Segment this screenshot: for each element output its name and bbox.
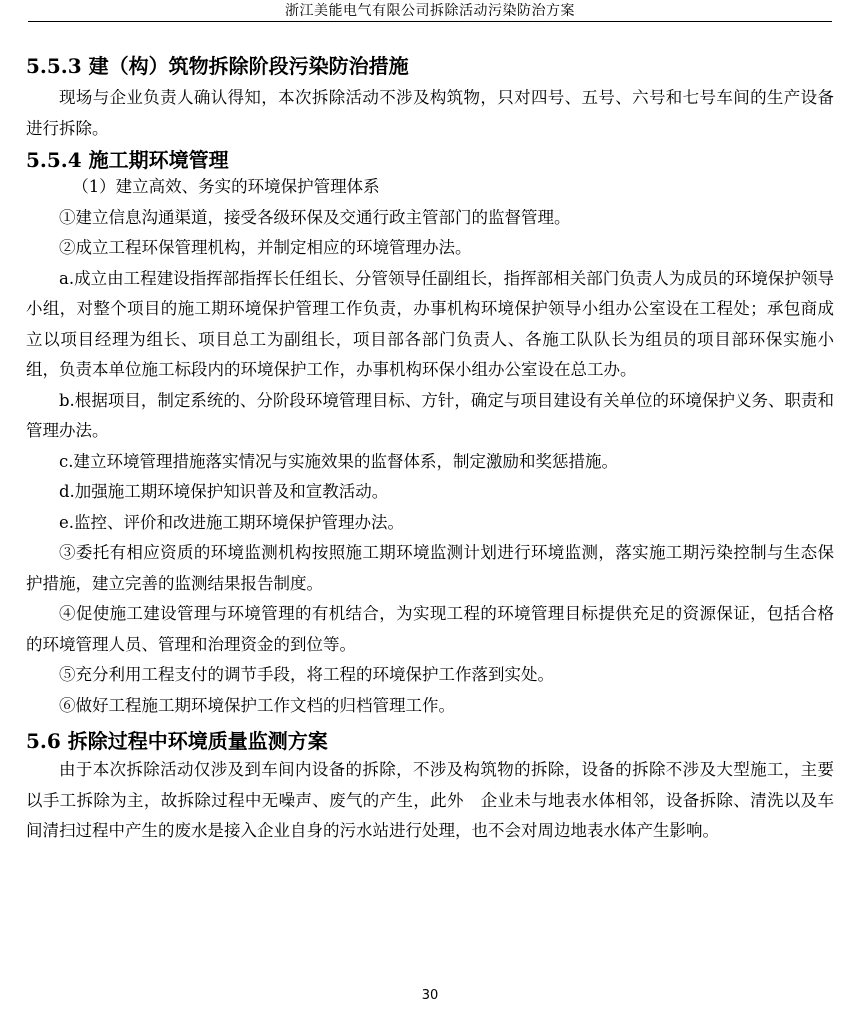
page-header: 浙江美能电气有限公司拆除活动污染防治方案 xyxy=(285,3,575,19)
page-number: 30 xyxy=(421,988,439,1003)
list-item: ⑤充分利用工程支付的调节手段，将工程的环境保护工作落到实处。 xyxy=(59,665,554,684)
list-item: b.根据项目，制定系统的、分阶段环境管理目标、方针，确定与项目建设有关单位的环境保护义务、职责和管理办法。 xyxy=(26,390,834,440)
list-item: ③委托有相应资质的环境监测机构按照施工期环境监测计划进行环境监测，落实施工期污染控制与生态保护措施，建立完善的监测结果报告制度。 xyxy=(26,543,834,593)
section-heading-5-5-4: 5.5.4 施工期环境管理 xyxy=(26,148,229,172)
section-heading-5-6: 5.6 拆除过程中环境质量监测方案 xyxy=(26,729,328,753)
list-item: ①建立信息沟通渠道，接受各级环保及交通行政主管部门的监督管理。 xyxy=(59,207,571,227)
document-body xyxy=(26,52,834,847)
list-item: d.加强施工期环境保护知识普及和宣教活动。 xyxy=(59,482,389,501)
list-item: （1）建立高效、务实的环境保护管理体系 xyxy=(72,177,380,196)
list-item: e.监控、评价和改进施工期环境保护管理办法。 xyxy=(59,512,405,532)
paragraph: 现场与企业负责人确认得知，本次拆除活动不涉及构筑物，只对四号、五号、六号和七号车间的生产设备进行拆除。 xyxy=(26,88,834,138)
list-item: ⑥做好工程施工期环境保护工作文档的归档管理工作。 xyxy=(59,695,455,715)
list-item: ④促使施工建设管理与环境管理的有机结合，为实现工程的环境管理目标提供充足的资源保证，包括合格的环境管理人员、管理和治理资金的到位等。 xyxy=(26,604,834,654)
header-rule xyxy=(28,21,832,22)
list-item: ②成立工程环保管理机构，并制定相应的环境管理办法。 xyxy=(59,238,472,257)
list-item: a.成立由工程建设指挥部指挥长任组长、分管领导任副组长，指挥部相关部门负责人为成员的环境保护领导小组，对整个项目的施工期环境保护管理工作负责，办事机构环境保护领导小组办公室设在工程处；承包商成立以项目经理为组长、项目总工为副组长，项目部各部门负责人、各施工队队长为组员的项目部环保实施小组，负责本单位施工标段内的环境保护工作，办事机构环保小组办公室设在总工办。 xyxy=(26,268,834,379)
paragraph: 由于本次拆除活动仅涉及到车间内设备的拆除，不涉及构筑物的拆除，设备的拆除不涉及大型施工，主要以手工拆除为主，故拆除过程中无噪声、废气的产生，此外 企业未与地表水体相邻，设备拆除、清洗以及车间清扫过程中产生的废水是接入企业自身的污水站进行处理，也不会对周边地表水体产生影响。 xyxy=(26,760,834,840)
list-item: c.建立环境管理措施落实情况与实施效果的监督体系，制定激励和奖惩措施。 xyxy=(59,451,618,471)
section-heading-5-5-3: 5.5.3 建（构）筑物拆除阶段污染防治措施 xyxy=(26,54,409,78)
